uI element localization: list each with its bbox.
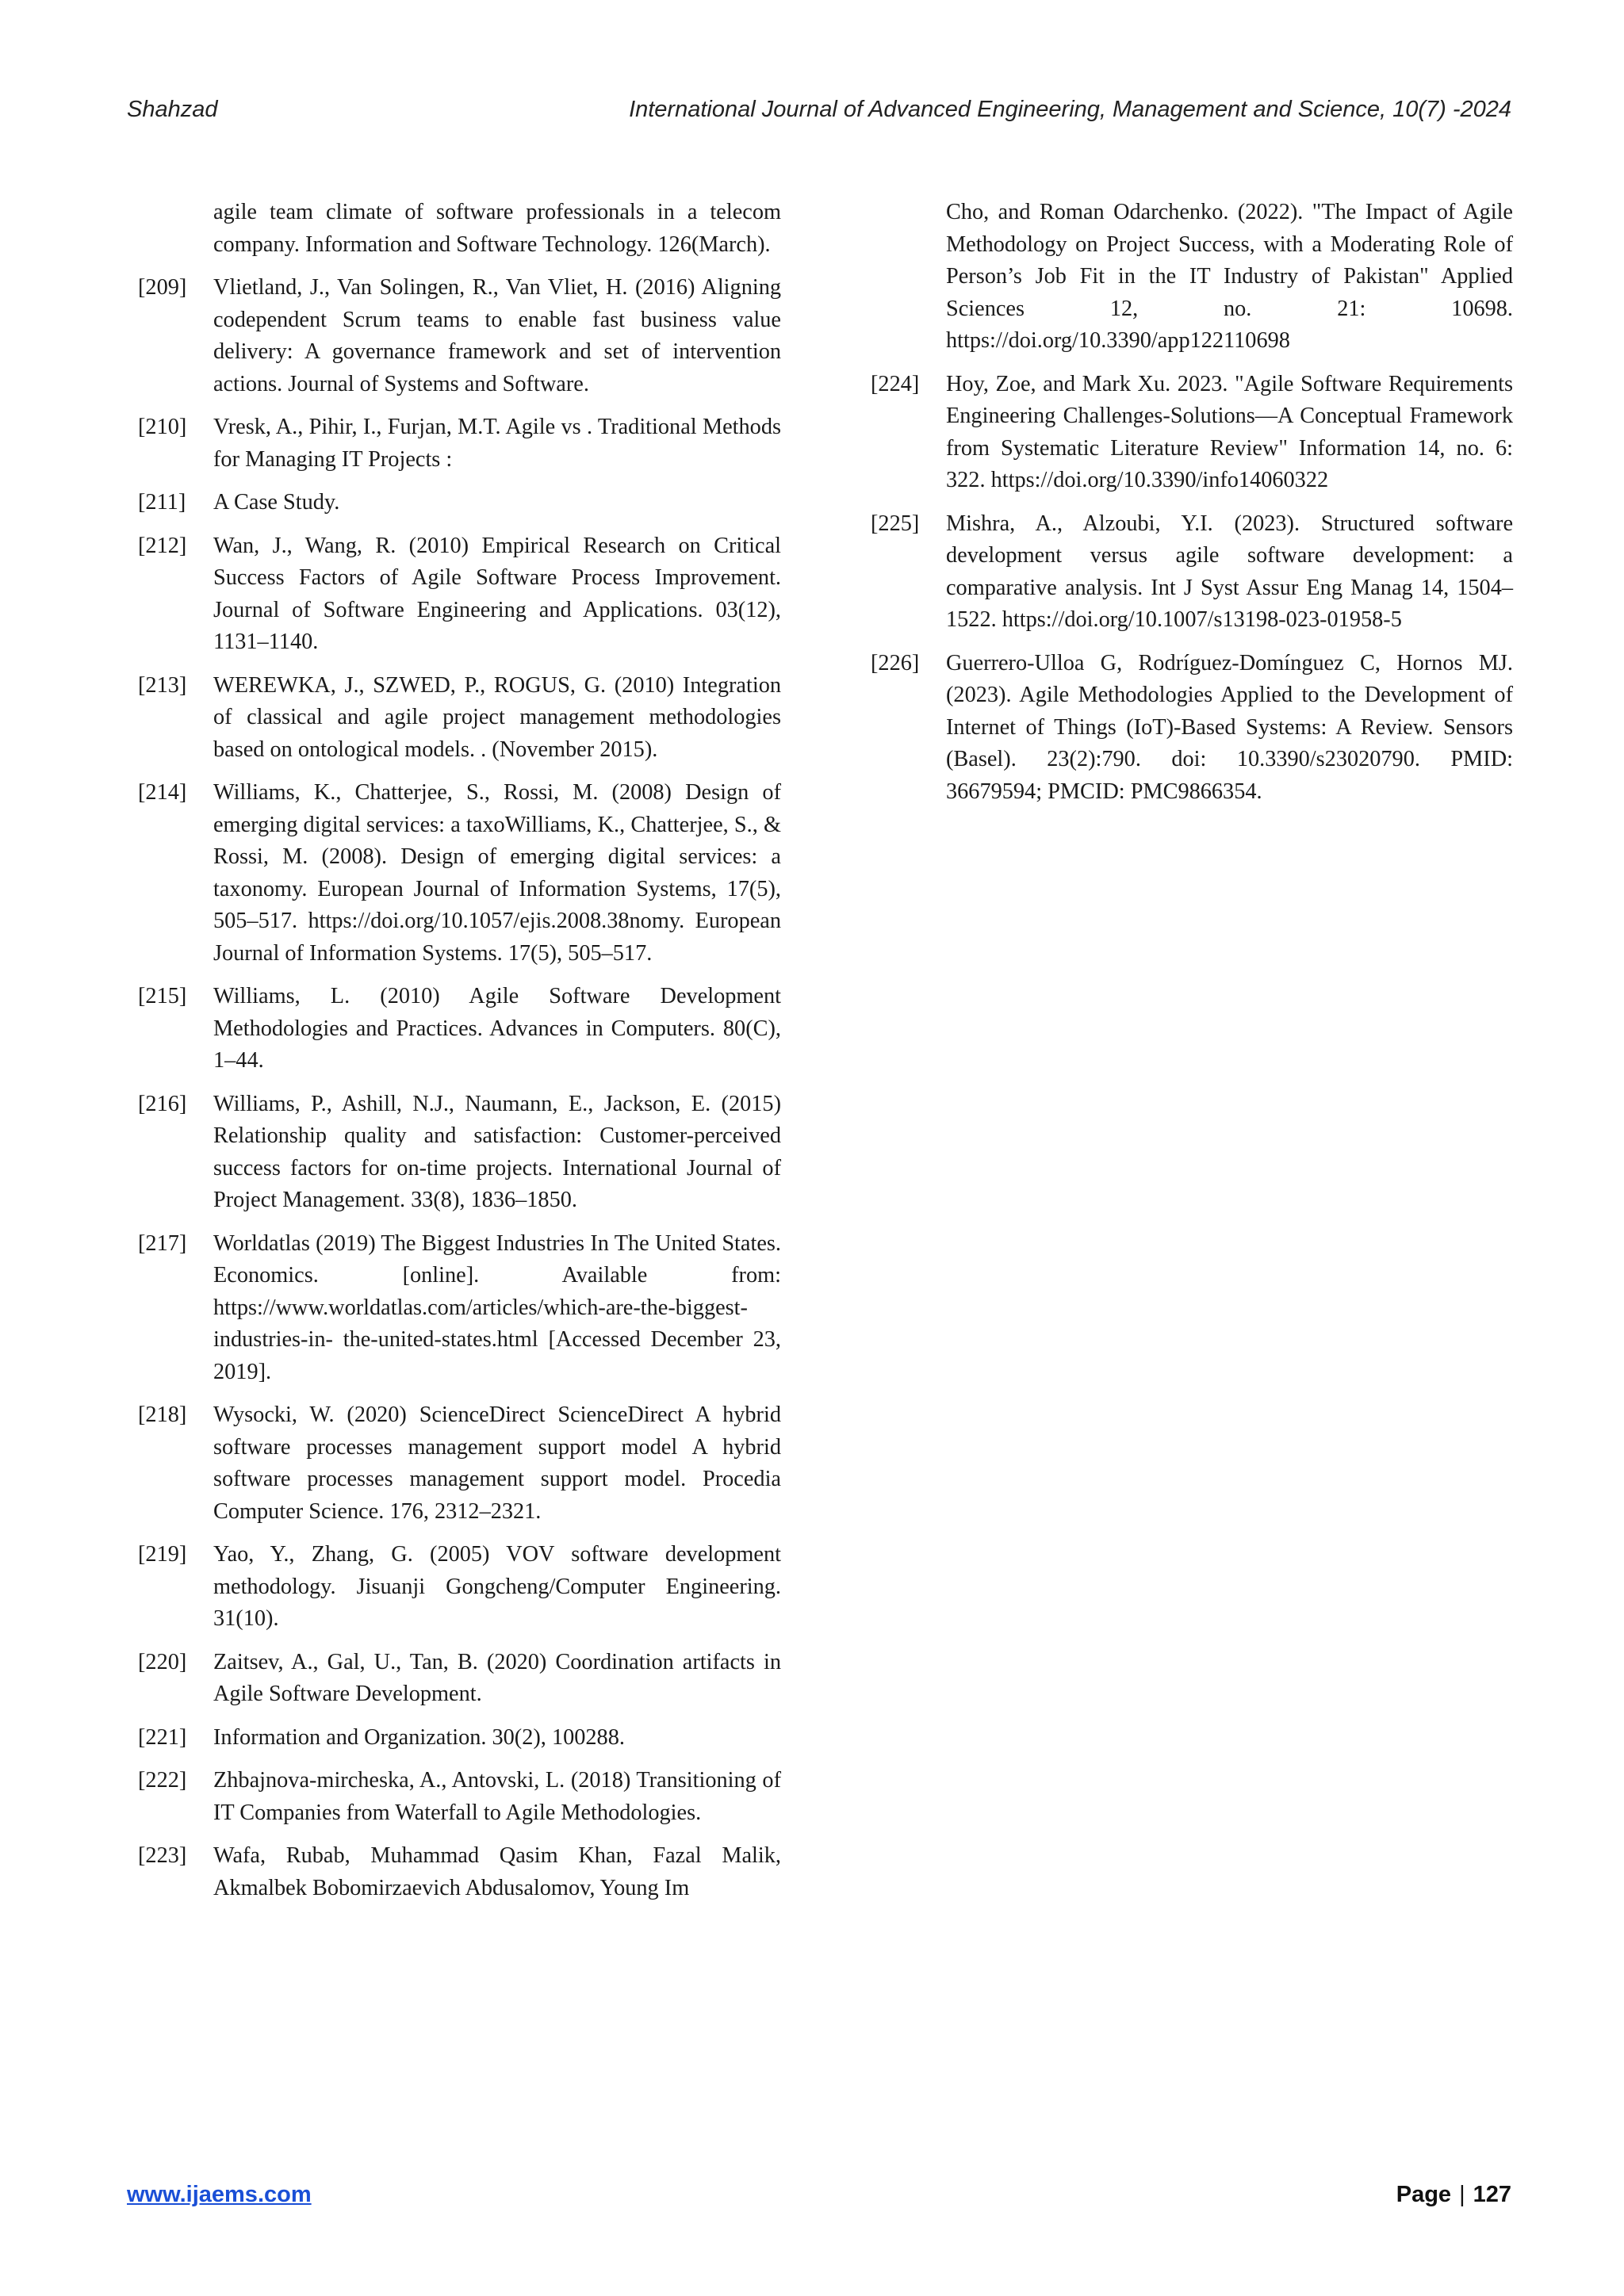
reference-entry	[138, 1399, 781, 1528]
reference-text: A Case Study.	[213, 490, 340, 515]
reference-entry	[138, 1089, 781, 1217]
reference-number: [224]	[871, 371, 920, 396]
page-number	[1396, 2182, 1511, 2208]
reference-entry	[138, 487, 781, 519]
reference-number: [221]	[138, 1724, 187, 1750]
reference-entry	[138, 1539, 781, 1636]
reference-number: [214]	[138, 780, 187, 805]
page-footer	[127, 2182, 1511, 2217]
reference-number: [222]	[138, 1768, 187, 1793]
page-number-value: 127	[1473, 2182, 1511, 2207]
reference-entry	[138, 670, 781, 767]
reference-entry	[138, 272, 781, 400]
reference-entry	[871, 508, 1513, 637]
reference-entry	[138, 1840, 781, 1904]
header-author: Shahzad	[127, 97, 218, 122]
reference-text: Williams, P., Ashill, N.J., Naumann, E., Jackson, E. (2015) Relationship quality and satisfaction: Customer-perceived success factors for on-time projects. International Journal of Project Management. 33(8), 1836–1850.	[213, 1091, 781, 1212]
reference-number: [218]	[138, 1402, 187, 1427]
reference-text: agile team climate of software professionals in a telecom company. Information and Software Technology. 126(March).	[213, 200, 781, 257]
reference-number: [215]	[138, 984, 187, 1008]
journal-website-link[interactable]: www.ijaems.com	[127, 2182, 312, 2207]
reference-number: [216]	[138, 1091, 187, 1116]
reference-text: Zhbajnova-mircheska, A., Antovski, L. (2018) Transitioning of IT Companies from Waterfall to Agile Methodologies.	[213, 1768, 781, 1825]
reference-entry	[871, 197, 1513, 358]
reference-number: [217]	[138, 1230, 187, 1256]
reference-entry	[138, 777, 781, 970]
reference-entry	[138, 1765, 781, 1829]
reference-entry	[138, 197, 781, 261]
reference-text: Information and Organization. 30(2), 100288.	[213, 1724, 625, 1750]
reference-column-left	[138, 197, 781, 1915]
reference-text: Cho, and Roman Odarchenko. (2022). "The Impact of Agile Methodology on Project Success, with a Moderating Role of Person’s Job Fit in the IT Industry of Pakistan" Applied Sciences 12, no. 21: 10698. https://doi.org/10.3390/app122110698	[946, 200, 1513, 353]
reference-number: [225]	[871, 511, 920, 536]
reference-text: Mishra, A., Alzoubi, Y.I. (2023). Structured software development versus agile software development: a comparative analysis. Int J Syst Assur Eng Manag 14, 1504–1522. https://doi.org/10.1007/s13198-023-01958-5	[946, 511, 1513, 632]
reference-text: Hoy, Zoe, and Mark Xu. 2023. "Agile Software Requirements Engineering Challenges-Solutions—A Conceptual Framework from Systematic Literature Review" Information 14, no. 6: 322. https://doi.org/10.3390/info14060322	[946, 371, 1513, 492]
header-journal-title: International Journal of Advanced Engineering, Management and Science, 10(7) -2024	[629, 97, 1511, 122]
reference-number: [226]	[871, 650, 920, 675]
reference-entry	[871, 369, 1513, 497]
reference-text: Wan, J., Wang, R. (2010) Empirical Research on Critical Success Factors of Agile Software Process Improvement. Journal of Software Engineering and Applications. 03(12), 1131–1140.	[213, 533, 781, 654]
reference-text: Worldatlas (2019) The Biggest Industries In The United States. Economics. [online]. Available from: https://www.worldatlas.com/articles/which-are-the-biggest-industries-in- the-united-states.html [Accessed December 23, 2019].	[213, 1230, 781, 1384]
reference-entry	[138, 1228, 781, 1389]
reference-number: [210]	[138, 415, 187, 439]
reference-number: [211]	[138, 490, 186, 515]
reference-text: Zaitsev, A., Gal, U., Tan, B. (2020) Coordination artifacts in Agile Software Development.	[213, 1649, 781, 1706]
reference-number: [219]	[138, 1542, 187, 1567]
reference-text: Guerrero-Ulloa G, Rodríguez-Domínguez C, Hornos MJ. (2023). Agile Methodologies Applied to the Development of Internet of Things (IoT)-Based Systems: A Review. Sensors (Basel). 23(2):790. doi: 10.3390/s23020790. PMID: 36679594; PMCID: PMC9866354.	[946, 650, 1513, 804]
reference-entry	[138, 1722, 781, 1755]
reference-entry	[138, 530, 781, 659]
reference-entry	[138, 411, 781, 476]
page-label: Page	[1396, 2182, 1452, 2207]
reference-entry	[138, 981, 781, 1077]
reference-number: [213]	[138, 672, 187, 698]
reference-number: [212]	[138, 533, 187, 558]
page-separator: |	[1459, 2182, 1465, 2207]
reference-column-right	[871, 197, 1513, 819]
reference-number: [220]	[138, 1649, 187, 1674]
reference-text: Wysocki, W. (2020) ScienceDirect ScienceDirect A hybrid software processes management support model A hybrid software processes management support model. Procedia Computer Science. 176, 2312–2321.	[213, 1402, 781, 1524]
reference-entry	[138, 1647, 781, 1711]
reference-text: Wafa, Rubab, Muhammad Qasim Khan, Fazal Malik, Akmalbek Bobomirzaevich Abdusalomov, Young Im	[213, 1843, 781, 1900]
reference-text: Yao, Y., Zhang, G. (2005) VOV software development methodology. Jisuanji Gongcheng/Computer Engineering. 31(10).	[213, 1542, 781, 1631]
reference-text: Vlietland, J., Van Solingen, R., Van Vliet, H. (2016) Aligning codependent Scrum teams to enable fast business value delivery: A governance framework and set of intervention actions. Journal of Systems and Software.	[213, 275, 781, 396]
reference-text: Vresk, A., Pihir, I., Furjan, M.T. Agile vs . Traditional Methods for Managing IT Projects :	[213, 415, 781, 472]
reference-text: Williams, L. (2010) Agile Software Development Methodologies and Practices. Advances in Computers. 80(C), 1–44.	[213, 984, 781, 1073]
reference-entry	[871, 648, 1513, 809]
reference-number: [223]	[138, 1843, 187, 1868]
reference-text: WEREWKA, J., SZWED, P., ROGUS, G. (2010) Integration of classical and agile project management methodologies based on ontological models. . (November 2015).	[213, 672, 781, 762]
running-header	[127, 97, 1511, 132]
reference-number: [209]	[138, 275, 187, 300]
reference-text: Williams, K., Chatterjee, S., Rossi, M. (2008) Design of emerging digital services: a taxoWilliams, K., Chatterjee, S., & Rossi, M. (2008). Design of emerging digital services: a taxonomy. European Journal of Information Systems, 17(5), 505–517. https://doi.org/10.1057/ejis.2008.38nomy. European Journal of Information Systems. 17(5), 505–517.	[213, 780, 781, 966]
